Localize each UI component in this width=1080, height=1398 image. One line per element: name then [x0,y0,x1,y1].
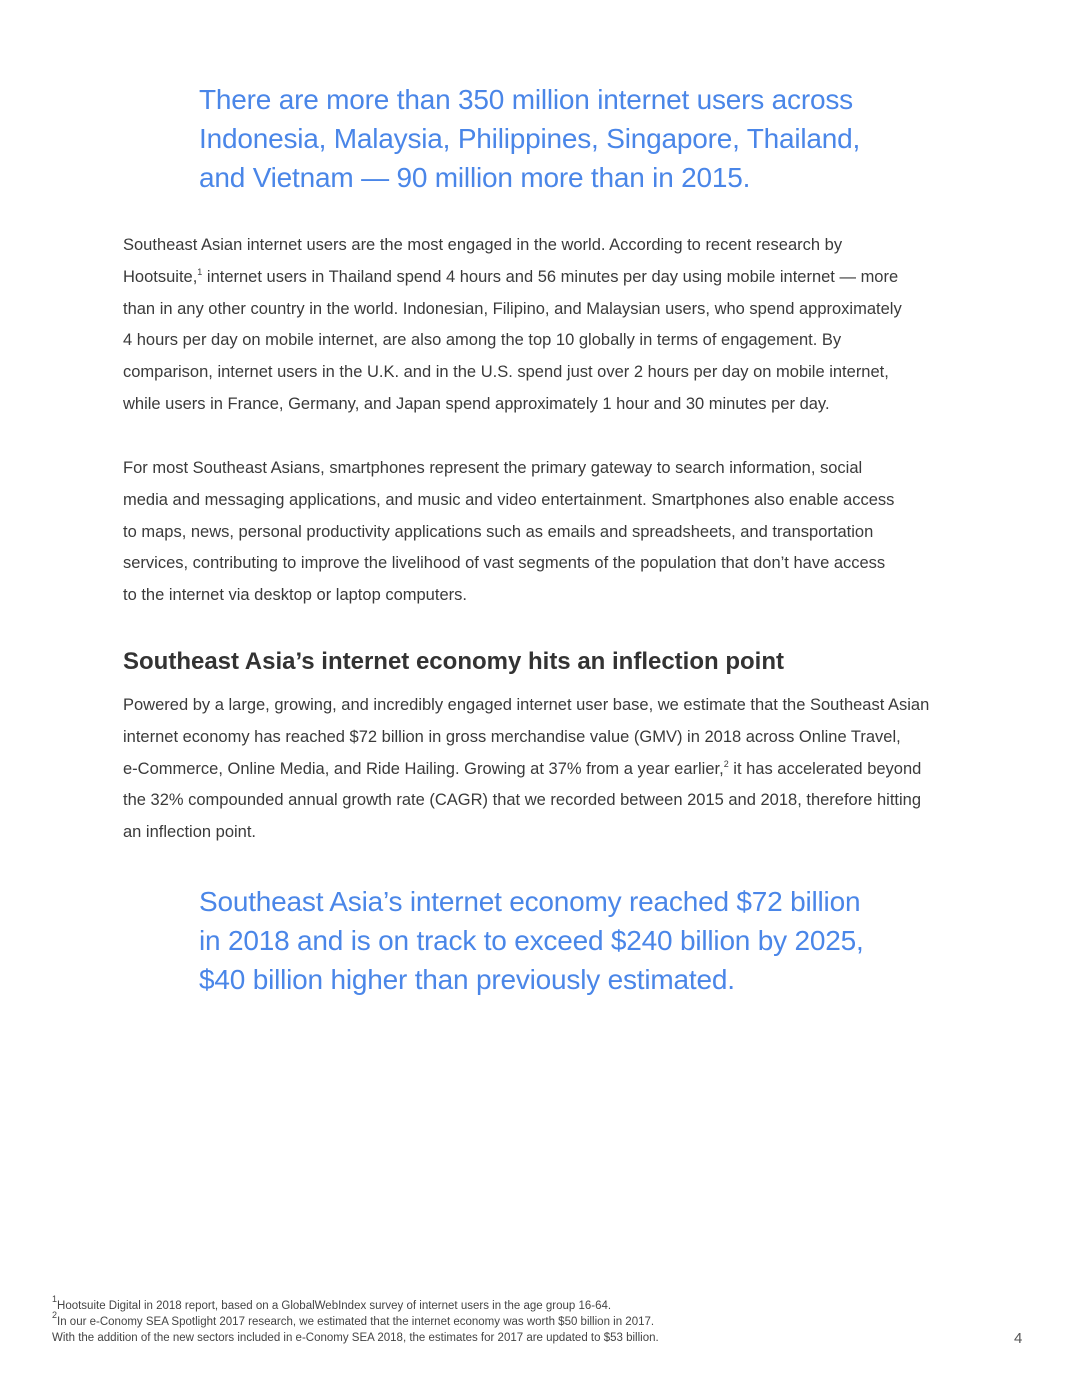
quote-line: and Vietnam — 90 million more than in 2015. [199,162,751,193]
footnotes [52,1294,659,1346]
pull-quote-economy [199,882,864,999]
page-number: 4 [1014,1330,1023,1347]
text-line: to maps, news, personal productivity applications such as emails and spreadsheets, and transportation [123,522,874,541]
footnote-ref: 1 [197,266,203,277]
text-line: For most Southeast Asians, smartphones represent the primary gateway to search information, social [123,459,863,477]
text-line: an inflection point. [123,823,257,842]
text-line: comparison, internet users in the U.K. and in the U.S. spend just over 2 hours per day on mobile internet, [123,363,889,382]
text-line [123,262,902,294]
pull-quote-users [199,80,860,197]
footnote-2 [52,1309,659,1331]
footnote-text: Hootsuite Digital in 2018 report, based on a GlobalWebIndex survey of internet users in the age group 16-64. [57,1300,612,1312]
quote-line: There are more than 350 million internet users across [199,84,853,115]
text-line: Powered by a large, growing, and incredibly engaged internet user base, we estimate that the Southeast Asian [123,696,930,714]
quote-line: $40 billion higher than previously estimated. [199,964,735,995]
text-line: than in any other country in the world. Indonesian, Filipino, and Malaysian users, who spend approximately [123,299,902,318]
text: it has accelerated beyond [728,759,922,778]
footnote-marker: 1 [52,1294,58,1304]
paragraph-economy [123,690,929,849]
text-line: internet economy has reached $72 billion in gross merchandise value (GMV) in 2018 across Online Travel, [123,727,901,746]
footnote-ref: 2 [723,758,729,769]
text: internet users in Thailand spend 4 hours and 56 minutes per day using mobile internet — more [202,267,899,286]
footnote-marker: 2 [52,1309,58,1320]
footnote-1 [52,1294,659,1315]
footnote-2-continued: With the addition of the new sectors included in e-Conomy SEA 2018, the estimates for 2017 are updated to $53 billion. [52,1331,659,1344]
text-line: services, contributing to improve the livelihood of vast segments of the population that don’t have access [123,554,886,573]
text: e-Commerce, Online Media, and Ride Hailing. Growing at 37% from a year earlier, [123,759,724,778]
text-line: while users in France, Germany, and Japan spend approximately 1 hour and 30 minutes per day. [123,394,830,413]
footnote-text: In our e-Conomy SEA Spotlight 2017 research, we estimated that the internet economy was worth $50 billion in 2017. [57,1315,655,1328]
text-line: media and messaging applications, and music and video entertainment. Smartphones also enable access [123,490,895,509]
quote-line: Southeast Asia’s internet economy reached $72 billion [199,886,861,917]
quote-line: in 2018 and is on track to exceed $240 billion by 2025, [199,925,864,956]
text-line: to the internet via desktop or laptop computers. [123,586,467,605]
text-line [123,754,929,786]
text: Hootsuite, [123,267,198,286]
text-line: 4 hours per day on mobile internet, are also among the top 10 globally in terms of engagement. By [123,331,842,350]
text-line: the 32% compounded annual growth rate (CAGR) that we recorded between 2015 and 2018, therefore hitting [123,791,922,810]
section-heading: Southeast Asia’s internet economy hits an inflection point [123,648,784,675]
paragraph-engagement [123,230,902,421]
paragraph-smartphones [123,453,894,612]
text-line: Southeast Asian internet users are the most engaged in the world. According to recent research by [123,236,843,254]
quote-line: Indonesia, Malaysia, Philippines, Singapore, Thailand, [199,123,861,154]
